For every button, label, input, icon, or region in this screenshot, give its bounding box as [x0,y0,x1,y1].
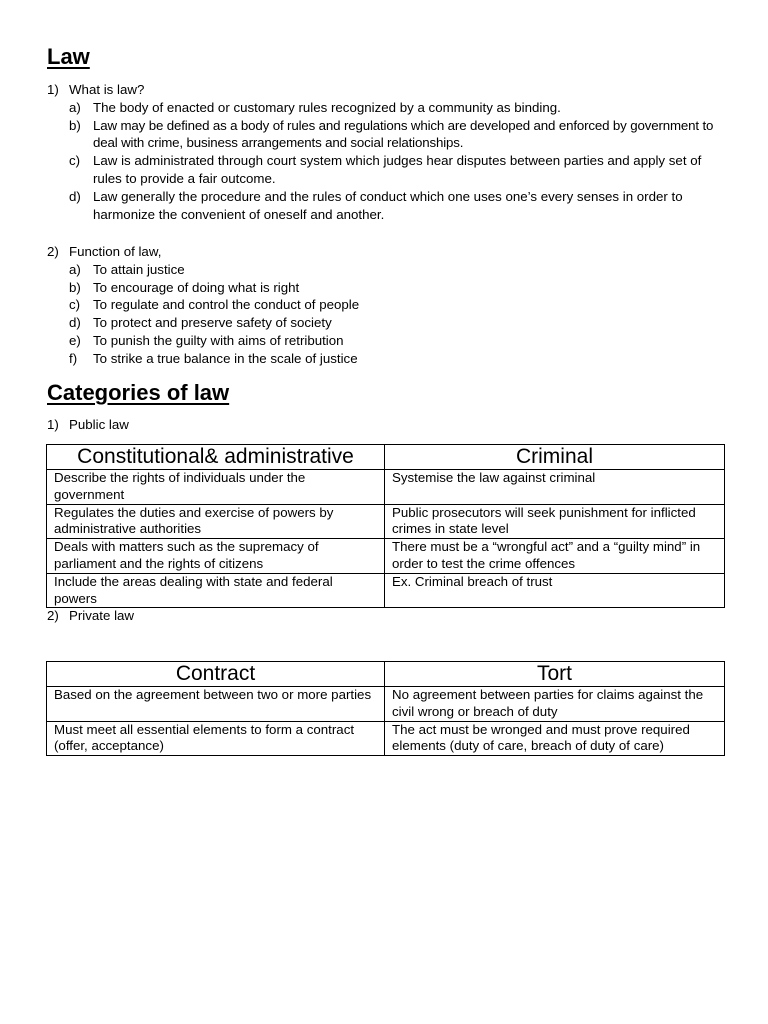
sub-item-letter: a) [69,261,81,277]
sub-list [47,261,727,368]
public-law-table [46,444,725,608]
sub-item [69,350,727,368]
table-cell: Include the areas dealing with state and federal powers [47,573,385,608]
sub-item-letter: e) [69,332,81,348]
sub-item [69,261,727,279]
sub-item-letter: d) [69,315,81,331]
sub-item [69,296,727,314]
sub-item-letter: c) [69,153,81,169]
column-header: Constitutional& administrative [47,445,385,470]
sub-item-text: Law may be defined as a body of rules and regulations which are developed and enforced by government to deal with crime, business arrangements and social relationships. [93,117,714,151]
sub-item-letter: d) [69,188,81,204]
sub-item-text: To protect and preserve safety of society [93,315,332,331]
item-number: 2) [47,244,59,259]
table-cell: Public prosecutors will seek punishment for inflicted crimes in state level [385,504,725,539]
sub-item-text: To encourage of doing what is right [93,279,300,295]
sub-list [47,99,727,224]
heading-law: Law [47,44,90,69]
table-row [47,539,725,574]
sub-item [69,332,727,350]
sub-item [69,117,727,153]
sub-item-text: Law generally the procedure and the rules of conduct which one uses one’s every senses in order to harmonize the convenient of oneself and another. [93,188,683,222]
sub-item-letter: b) [69,117,81,133]
numbered-item [47,416,129,434]
private-law-heading [47,607,134,625]
table-header-row [47,445,725,470]
item-label: What is law? [69,82,145,97]
item-label: Public law [69,417,129,432]
table-cell: There must be a “wrongful act” and a “guilty mind” in order to test the crime offences [385,539,725,574]
table-cell: No agreement between parties for claims against the civil wrong or breach of duty [385,687,725,722]
numbered-item [47,243,727,368]
table-row [47,573,725,608]
sub-item-text: The body of enacted or customary rules recognized by a community as binding. [93,99,561,115]
table-cell: Ex. Criminal breach of trust [385,573,725,608]
table-cell: The act must be wronged and must prove required elements (duty of care, breach of duty of care) [385,721,725,756]
public-law-heading [47,416,129,434]
table-cell: Systemise the law against criminal [385,470,725,505]
sub-item [69,152,727,188]
item-label: Function of law, [69,244,162,259]
sub-item [69,188,727,224]
sub-item-letter: f) [69,350,78,366]
item-label: Private law [69,608,135,623]
heading-categories-of-law: Categories of law [47,380,230,405]
sub-item [69,314,727,332]
column-header: Criminal [385,445,725,470]
numbered-item [47,81,727,223]
table-cell: Regulates the duties and exercise of powers by administrative authorities [47,504,385,539]
function-of-law-section [47,243,727,368]
table-cell: Deals with matters such as the supremacy of parliament and the rights of citizens [47,539,385,574]
table-row [47,470,725,505]
table-row [47,687,725,722]
table-cell: Based on the agreement between two or more parties [47,687,385,722]
sub-item-text: To punish the guilty with aims of retribution [93,332,344,348]
sub-item-text: Law is administrated through court system which judges hear disputes between parties and apply set of rules to provide a fair outcome. [93,153,702,186]
item-number: 1) [47,82,59,97]
sub-item-text: To attain justice [93,261,185,277]
numbered-item [47,607,134,625]
private-law-table [46,661,725,756]
column-header: Tort [385,662,725,687]
sub-item [69,99,727,117]
item-number: 2) [47,608,59,623]
item-number: 1) [47,417,59,432]
sub-item-text: To regulate and control the conduct of people [93,297,360,313]
sub-item-letter: b) [69,279,81,295]
what-is-law-section [47,81,727,223]
sub-item-text: To strike a true balance in the scale of justice [93,350,358,366]
column-header: Contract [47,662,385,687]
sub-item-letter: a) [69,99,81,115]
table-row [47,504,725,539]
table-cell: Must meet all essential elements to form a contract (offer, acceptance) [47,721,385,756]
table-header-row [47,662,725,687]
sub-item-letter: c) [69,297,81,313]
sub-item [69,279,727,297]
table-cell: Describe the rights of individuals under the government [47,470,385,505]
table-row [47,721,725,756]
